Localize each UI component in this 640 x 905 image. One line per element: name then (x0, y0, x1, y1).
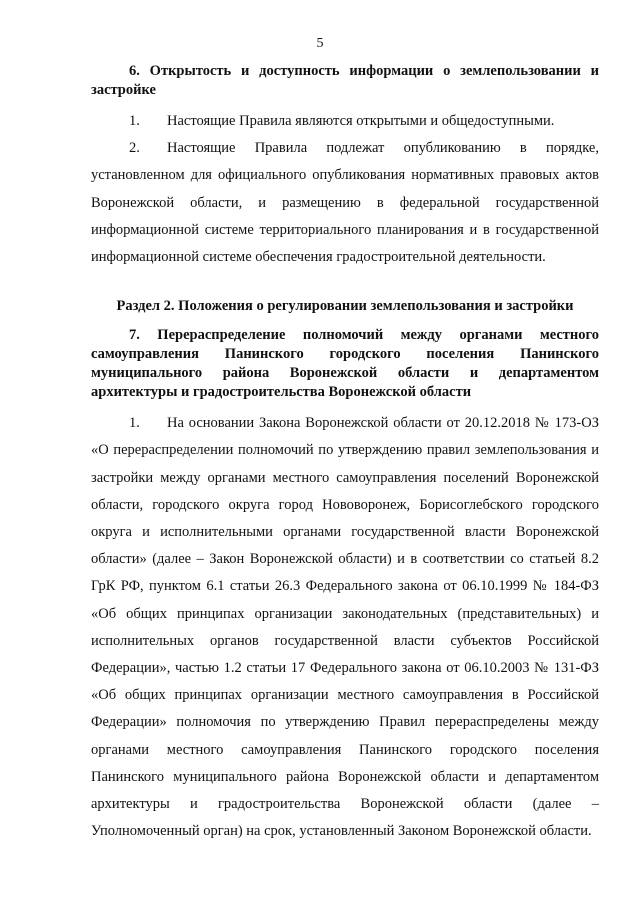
paragraph-7-1 (91, 410, 599, 845)
paragraph-number: 2. (129, 140, 140, 157)
heading-article-6: 6. Открытость и доступность информации о землепользовании и застройке (91, 63, 599, 98)
paragraph-text: На основании Закона Воронежской области от 20.12.2018 № 173-ОЗ «О перераспределении полномочий по утверждению правил землепользования и застройки между органами местного самоуправления поселений Воронежской области, городского округа город Нововоронеж, Борисоглебского городского округа и исполнительными органами государственной власти Воронежской области» (далее – Закон Воронежской области) и в соответствии со статьей 8.2 ГрК РФ, пунктом 6.1 статьи 26.3 Федерального закона от 06.10.1999 № 184-ФЗ «Об общих принципах организации законодательных (представительных) и исполнительных органов государственной власти субъектов Российской Федерации», частью 1.2 статьи 17 Федерального закона от 06.10.2003 № 131-ФЗ «Об общих принципах организации местного самоуправления в Российской Федерации» полномочия по утверждению Правил перераспределены между органами местного самоуправления Панинского городского поселения Панинского муниципального района Воронежской области и департаментом архитектуры и градостроительства Воронежской области (далее – Уполномоченный орган) на срок, установленный Законом Воронежской области. (91, 415, 599, 840)
paragraph-text: Настоящие Правила являются открытыми и общедоступными. (167, 113, 555, 129)
section-2-title: Раздел 2. Положения о регулировании землепользования и застройки (116, 298, 574, 315)
document-body (91, 62, 599, 845)
paragraph-text: Настоящие Правила подлежат опубликованию в порядке, установленном для официального опубликования нормативных правовых актов Воронежской области, и размещению в федеральной государственной информационной системе территориального планирования и в государственной информационной системе обеспечения градостроительной деятельности. (91, 140, 599, 266)
paragraph-number: 1. (129, 113, 140, 129)
paragraph-number: 1. (129, 415, 140, 432)
paragraph-6-2 (91, 135, 599, 271)
paragraph-6-1 (91, 108, 599, 135)
page-number: 5 (316, 36, 324, 51)
heading-article-7: 7. Перераспределение полномочий между органами местного самоуправления Панинского городского поселения Панинского муниципального района Воронежской области и департаментом архитектуры и градостроительства Воронежской области (91, 327, 599, 401)
